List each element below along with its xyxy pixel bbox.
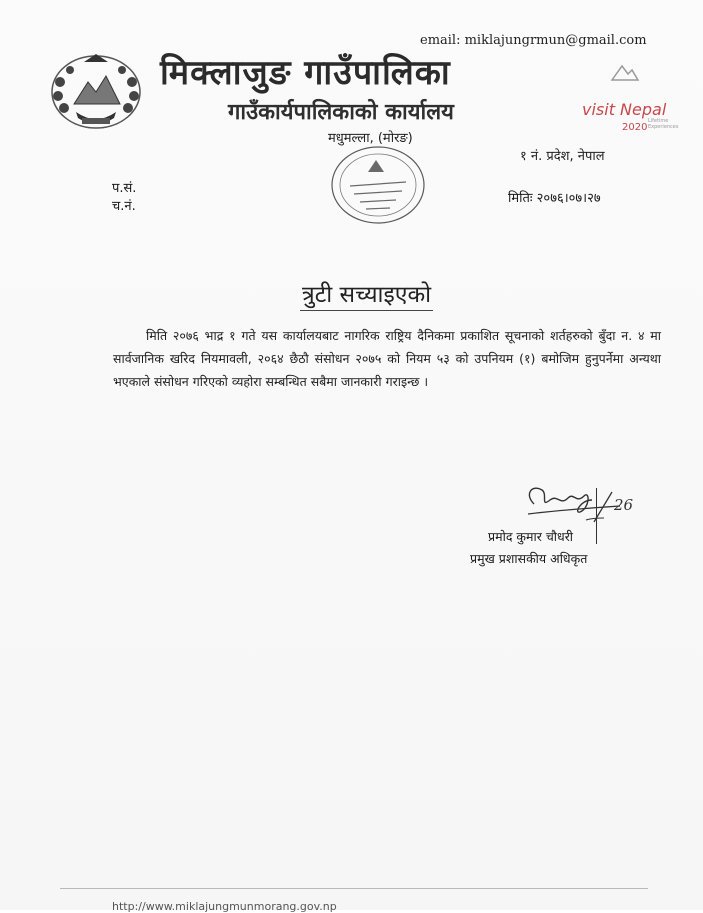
handwritten-signature xyxy=(520,478,640,528)
visit-logo-tagline: Lifetime Experiences xyxy=(648,118,679,130)
office-subtitle: गाउँकार्यपालिकाको कार्यालय xyxy=(228,99,454,125)
province-text: १ नं. प्रदेश, नेपाल xyxy=(520,149,605,164)
office-stamp-icon xyxy=(328,142,428,228)
signature-divider xyxy=(596,488,597,544)
visit-logo-year: 2020 xyxy=(622,122,648,133)
letter-date: मितिः २०७६।०७।२७ xyxy=(508,191,601,206)
nepal-emblem-icon xyxy=(48,52,144,132)
visit-nepal-logo xyxy=(578,92,678,136)
signatory-name: प्रमोद कुमार चौधरी xyxy=(488,529,574,544)
footer-url: http://www.miklajungmunmorang.gov.np xyxy=(112,900,337,913)
email-text: email: miklajungrmun@gmail.com xyxy=(420,33,647,48)
municipality-title: मिक्लाजुङ गाउँपालिका xyxy=(160,53,451,93)
letter-body: मिति २०७६ भाद्र १ गते यस कार्यालयबाट नागरिक राष्ट्रिय दैनिकमा प्रकाशित सूचनाको शर्तहरुको बुँदा न. ४ मा सार्वजानिक खरिद नियमावली, २०६४ छैठौ संसोधन २०७५ को नियम ५३ को उपनियम (१) बमोजिम हुनुपर्नेमा अन्यथा भएकाले संसोधन गरिएको व्यहोरा सम्बन्धित सबैमा जानकारी गराइन्छ । xyxy=(113,328,661,389)
mountain-logo-icon xyxy=(610,62,640,82)
signature-date-scrawl: 26 xyxy=(614,496,634,514)
place-text: मधुमल्ला, (मोरङ) xyxy=(328,131,413,146)
signatory-title: प्रमुख प्रशासकीय अधिकृत xyxy=(470,551,588,566)
footer-divider xyxy=(60,888,648,889)
letter-heading: त्रुटी सच्याइएको xyxy=(300,277,433,311)
ps-label: प.सं. xyxy=(112,181,137,196)
chn-label: च.नं. xyxy=(112,199,136,214)
visit-logo-text: visit Nepal xyxy=(582,100,667,119)
